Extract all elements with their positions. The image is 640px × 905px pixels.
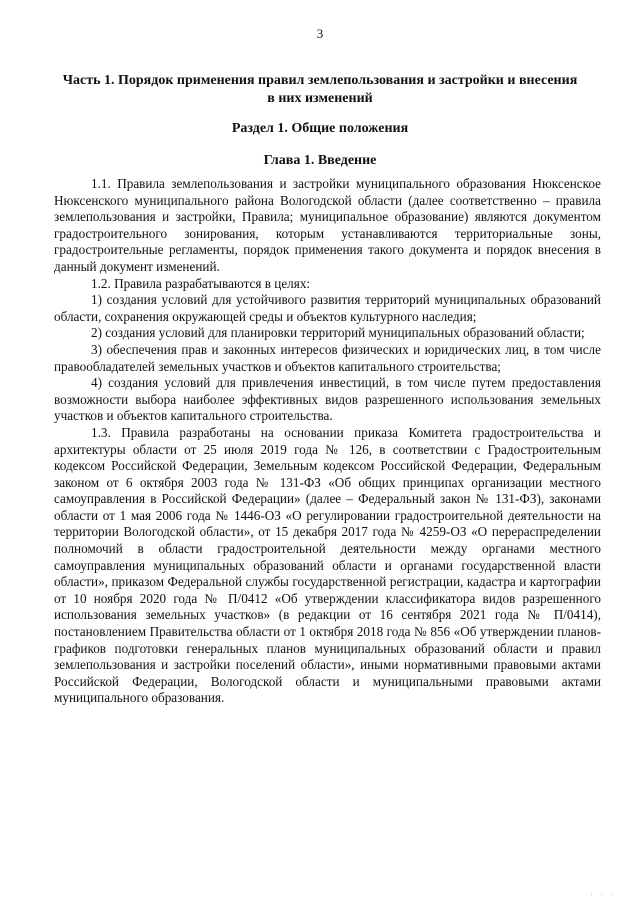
page-number: 3	[316, 26, 324, 41]
chapter-title: Глава 1. Введение	[263, 153, 377, 168]
section-title: Раздел 1. Общие положения	[231, 121, 409, 136]
paragraph-1-3: 1.3. Правила разработаны на основании приказа Комитета градостроительства и архитектуры области от 25 июля 2019 года № 126, в соответствии с Градостроительным кодексом Российской Федерации, Земельным кодексом Российской Федерации, Федеральным законом от 6 октября 2003 года № 131-ФЗ «Об общих принципах организации местного самоуправления в Российской Федерации» (далее – Федеральный закон № 131-ФЗ), законами области от 1 мая 2006 года № 1446-ОЗ «О регулировании градостроительной деятельности на территории Вологодской области», от 15 декабря 2017 года № 4259-ОЗ «О перераспределении полномочий в области градостроительной деятельности между органами местного самоуправления муниципальных образований области и органами государственной власти области», приказом Федеральной службы государственной регистрации, кадастра и картографии от 10 ноября 2020 года № П/0412 «Об утверждении классификатора видов разрешенного использования земельных участков» (в редакции от 16 сентября 2021 года № П/0414), постановлением Правительства области от 1 октября 2018 года № 856 «Об утверждении планов-графиков подготовки генеральных планов муниципальных образований области и правил землепользования и застройки поселений области», иными нормативными правовыми актами Российской Федерации, Вологодской области и муниципальными правовыми актами муниципального образования.	[54, 424, 601, 706]
scan-mark: · · ·	[590, 891, 616, 899]
paragraph-1-1: 1.1. Правила землепользования и застройки муниципального образования Нюксенское Нюксенского муниципального района Вологодской области (далее соответственно – правила землепользования и застройки, Правила; муниципальное образование) являются документом градостроительного зонирования, которым устанавливаются территориальные зоны, градостроительные регламенты, порядок применения такого документа и порядок внесения в данный документ изменений.	[54, 176, 601, 274]
list-item-2: 2) создания условий для планировки территорий муниципальных образований области;	[91, 325, 585, 341]
document-body	[54, 176, 601, 707]
part-title: Часть 1. Порядок применения правил землепользования и застройки и внесения в них изменений	[62, 73, 578, 106]
list-item-3: 3) обеспечения прав и законных интересов физических и юридических лиц, в том числе правообладателей земельных участков и объектов капитального строительства;	[54, 341, 601, 374]
list-item-4: 4) создания условий для привлечения инвестиций, в том числе путем предоставления возможности выбора наиболее эффективных видов разрешенного использования земельных участков и объектов капитального строительства.	[54, 375, 601, 424]
paragraph-1-2: 1.2. Правила разрабатываются в целях:	[91, 275, 311, 291]
list-item-1: 1) создания условий для устойчивого развития территорий муниципальных образований области, сохранения окружающей среды и объектов культурного наследия;	[54, 292, 601, 324]
